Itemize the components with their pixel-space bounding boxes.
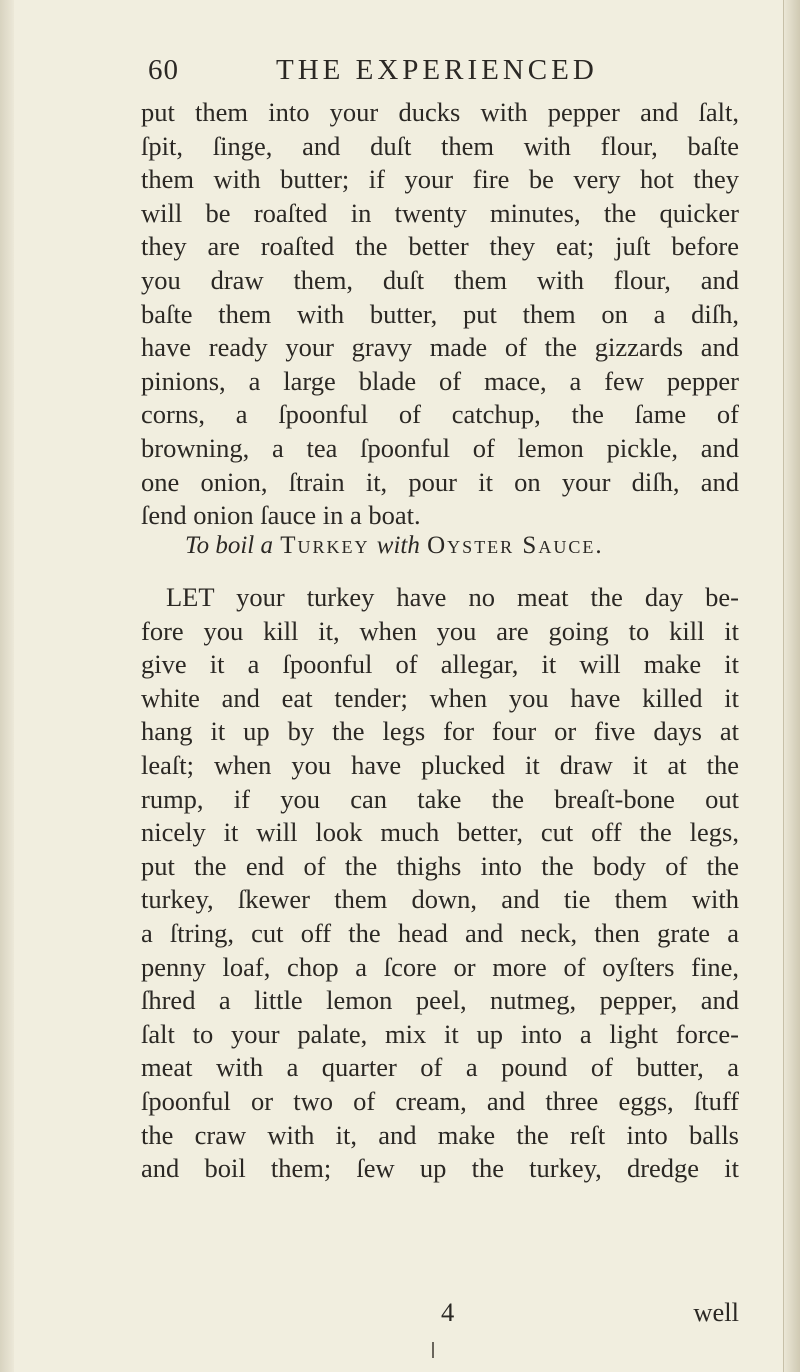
recipe-heading bbox=[185, 532, 745, 560]
text-line: turkey, ſkewer them down, and tie them with bbox=[141, 884, 739, 915]
text-line: white and eat tender; when you have killed it bbox=[141, 682, 739, 713]
text-line: you draw them, duſt them with flour, and bbox=[141, 264, 739, 295]
text-line: meat with a quarter of a pound of butter, a bbox=[141, 1052, 739, 1083]
page-edge-right bbox=[783, 0, 800, 1372]
text-line: ſhred a little lemon peel, nutmeg, pepper, and bbox=[141, 985, 739, 1016]
text-line: hang it up by the legs for four or five days at bbox=[141, 716, 739, 747]
page-header bbox=[148, 54, 748, 94]
paragraph-ducks bbox=[141, 96, 739, 533]
text-line: pinions, a large blade of mace, a few pepper bbox=[141, 365, 739, 396]
text-line: one onion, ſtrain it, pour it on your diſh, and bbox=[141, 466, 739, 497]
text-line: baſte them with butter, put them on a diſh, bbox=[141, 298, 739, 329]
text-line: rump, if you can take the breaſt-bone out bbox=[141, 783, 739, 814]
text-line: ſalt to your palate, mix it up into a light force- bbox=[141, 1018, 739, 1049]
text-line: nicely it will look much better, cut off the legs, bbox=[141, 817, 739, 848]
heading-part: Turkey bbox=[280, 532, 370, 559]
text-line: they are roaſted the better they eat; juſt before bbox=[141, 231, 739, 262]
page-edge-left bbox=[0, 0, 14, 1372]
text-line: penny loaf, chop a ſcore or more of oyſters fine, bbox=[141, 951, 739, 982]
paragraph-turkey bbox=[141, 581, 739, 1186]
page-number: 60 bbox=[148, 54, 179, 86]
text-line: corns, a ſpoonful of catchup, the ſame of bbox=[141, 399, 739, 430]
text-line: a ſtring, cut off the head and neck, then grate a bbox=[141, 917, 739, 948]
text-line: ſpoonful or two of cream, and three eggs, ſtuff bbox=[141, 1085, 739, 1116]
text-line: ſend onion ſauce in a boat. bbox=[141, 500, 421, 531]
heading-part: with bbox=[376, 532, 420, 559]
text-line: fore you kill it, when you are going to kill it bbox=[141, 615, 739, 646]
text-line: the craw with it, and make the reſt into balls bbox=[141, 1119, 739, 1150]
running-head: THE EXPERIENCED bbox=[276, 54, 598, 86]
page-footer bbox=[141, 1297, 739, 1331]
text-line: LET your turkey have no meat the day be- bbox=[166, 582, 739, 612]
text-line: put them into your ducks with pepper and ſalt, bbox=[141, 97, 739, 127]
signature-mark: 4 bbox=[441, 1297, 455, 1327]
text-line: them with butter; if your fire be very hot they bbox=[141, 164, 739, 195]
text-line: leaſt; when you have plucked it draw it at the bbox=[141, 749, 739, 780]
text-line: put the end of the thighs into the body of the bbox=[141, 850, 739, 881]
heading-part: To boil a bbox=[185, 532, 274, 559]
text-line: will be roaſted in twenty minutes, the quicker bbox=[141, 197, 739, 228]
text-line: browning, a tea ſpoonful of lemon pickle, and bbox=[141, 432, 739, 463]
text-line: have ready your gravy made of the gizzards and bbox=[141, 332, 739, 363]
text-line: give it a ſpoonful of allegar, it will make it bbox=[141, 649, 739, 680]
catchword: well bbox=[693, 1297, 739, 1327]
ink-mark bbox=[432, 1342, 434, 1358]
heading-part: Oyster Sauce. bbox=[427, 532, 604, 559]
text-line: ſpit, ſinge, and duſt them with flour, baſte bbox=[141, 130, 739, 161]
text-line: and boil them; ſew up the turkey, dredge it bbox=[141, 1153, 739, 1184]
